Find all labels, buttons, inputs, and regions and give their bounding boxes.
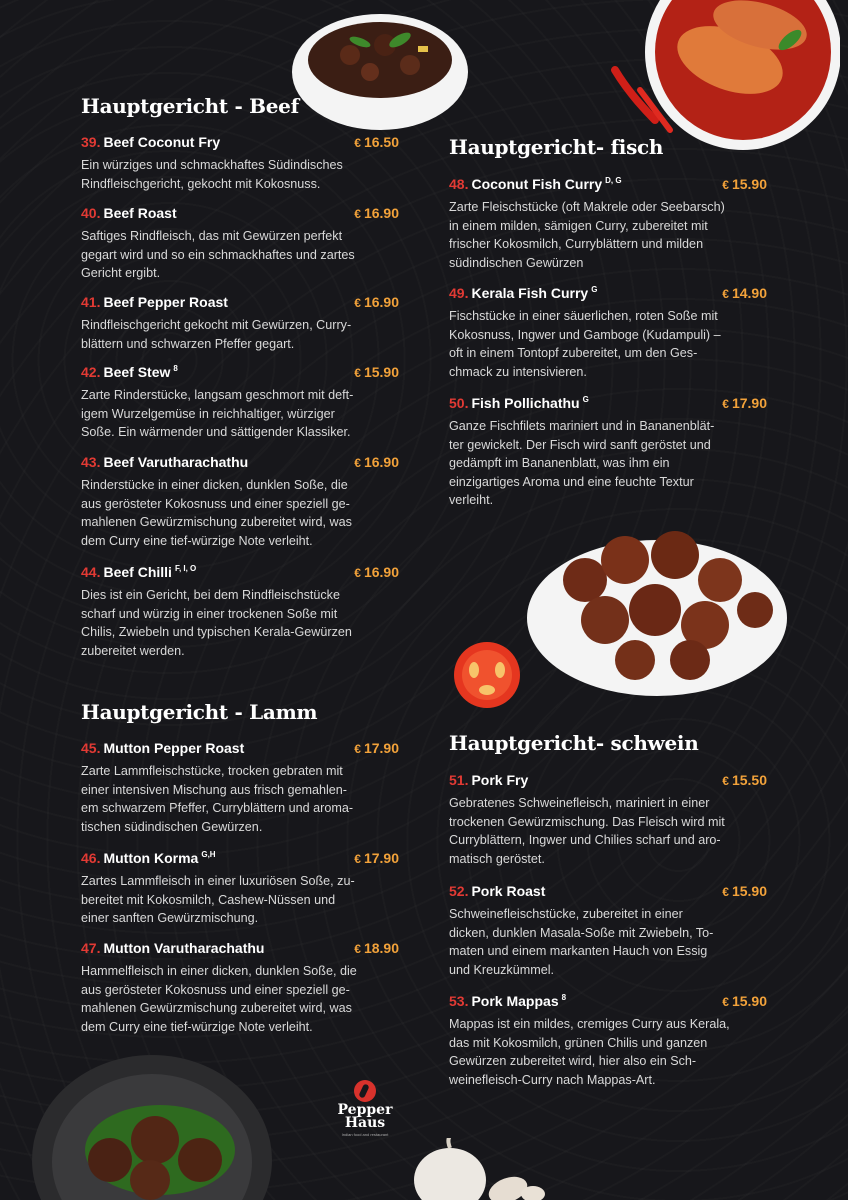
item-number: 45. <box>81 740 101 756</box>
brand-name-line2: Haus <box>344 1115 386 1131</box>
item-name: 39. Beef Coconut Fry <box>81 134 221 150</box>
item-price: € 16.90 <box>354 454 399 470</box>
brand-logo <box>330 1080 400 1137</box>
pork-fry-image <box>525 510 790 700</box>
section-beef <box>81 94 401 674</box>
menu-item <box>81 205 399 283</box>
item-description: Saftiges Rindfleisch, das mit Gewürzen perfekt gegart wird und so ein schmackhaftes und zartes Gericht ergibt. <box>81 229 355 281</box>
allergen-codes: G <box>591 285 598 295</box>
item-description: Gebratenes Schweinefleisch, mariniert in einer trockenen Gewürzmischung. Das Fleisch wird mit Curryblättern, Ingwer und Chilies scharf und aro- matisch geröstet. <box>449 796 725 866</box>
item-number: 52. <box>449 883 469 899</box>
menu-item <box>81 850 399 928</box>
menu-item <box>81 564 399 660</box>
item-description: Zarte Lammfleischstücke, trocken gebraten mit einer intensiven Mischung aus frisch gemahlen- em schwarzem Pfeffer, Curryblättern und aroma- tischen südindischen Gewürzen. <box>81 764 354 834</box>
item-price: € 15.50 <box>722 772 767 788</box>
item-number: 47. <box>81 940 101 956</box>
item-name: 46. Mutton Korma $^{G,H}$ <box>81 850 216 866</box>
item-price: € 18.90 <box>354 940 399 956</box>
item-description: Zarte Rinderstücke, langsam geschmort mit deft- igem Wurzelgemüse in reichhaltiger, würziger Soße. Ein wärmender und sättigender Klassiker. <box>81 388 354 440</box>
section-lamm <box>81 700 401 1040</box>
item-name: 44. Beef Chilli $^{F, I, O}$ <box>81 564 197 580</box>
menu-item <box>81 454 399 550</box>
item-name: 50. Fish Pollichathu $^G$ <box>449 395 589 411</box>
item-description: Ein würziges und schmackhaftes Südindisches Rindfleischgericht, gekocht mit Kokosnuss. <box>81 158 343 191</box>
menu-item <box>449 285 767 381</box>
item-price: € 14.90 <box>722 285 767 301</box>
item-description: Schweinefleischstücke, zubereitet in einer dicken, dunklen Masala-Soße mit Zwiebeln, To- maten und einem markanten Hauch von Essig und Kreuzkümmel. <box>449 907 714 977</box>
menu-item <box>449 883 767 979</box>
item-name: 49. Kerala Fish Curry $^G$ <box>449 285 598 301</box>
menu-item <box>81 294 399 353</box>
item-price: € 15.90 <box>722 176 767 192</box>
section-title: Hauptgericht - Lamm <box>81 700 318 724</box>
item-number: 41. <box>81 294 101 310</box>
item-description: Hammelfleisch in einer dicken, dunklen Soße, die aus gerösteter Kokosnuss und einer speziell ge- mahlenen Gewürzmischung zubereitet wird, was dem Curry eine tief-würzige Note verleiht. <box>81 964 357 1034</box>
allergen-codes: 8 <box>173 364 178 374</box>
item-price: € 15.90 <box>722 883 767 899</box>
item-description: Zartes Lammfleisch in einer luxuriösen Soße, zu- bereitet mit Kokosmilch, Cashew-Nüssen und einer sanften Gewürzmischung. <box>81 874 355 926</box>
item-number: 39. <box>81 134 101 150</box>
menu-item <box>449 772 767 868</box>
item-number: 44. <box>81 564 101 580</box>
item-number: 51. <box>449 772 469 788</box>
garlic-image <box>408 1138 548 1200</box>
item-name: 53. Pork Mappas $^8$ <box>449 993 567 1009</box>
section-schwein <box>449 731 769 1101</box>
item-number: 46. <box>81 850 101 866</box>
menu-item <box>449 176 767 272</box>
menu-item <box>81 940 399 1036</box>
mutton-dish-image <box>30 1050 275 1200</box>
allergen-codes: D, G <box>605 176 622 186</box>
item-number: 53. <box>449 993 469 1009</box>
allergen-codes: G,H <box>201 850 216 860</box>
item-name: 42. Beef Stew $^8$ <box>81 364 178 380</box>
menu-item <box>449 395 767 510</box>
item-price: € 17.90 <box>354 740 399 756</box>
allergen-codes: G <box>582 395 589 405</box>
allergen-codes: F, I, O <box>174 564 197 574</box>
item-price: € 15.90 <box>722 993 767 1009</box>
item-description: Ganze Fischfilets mariniert und in Bananenblät- ter gewickelt. Der Fisch wird sanft geröstet und gedämpft im Bananenblatt, was ihm ein einzigartiges Aroma und eine feuchte Textur verleiht. <box>449 419 715 508</box>
item-description: Zarte Fleischstücke (oft Makrele oder Seebarsch) in einem milden, sämigen Curry, zubereitet mit frischer Kokosmilch, Curryblättern und milden südindischen Gewürzen <box>449 200 725 270</box>
item-price: € 17.90 <box>722 395 767 411</box>
menu-item <box>81 740 399 836</box>
section-title: Hauptgericht- fisch <box>449 135 664 159</box>
item-name: 52. Pork Roast <box>449 883 546 899</box>
section-title: Hauptgericht- schwein <box>449 731 699 755</box>
item-number: 48. <box>449 176 469 192</box>
item-description: Fischstücke in einer säuerlichen, roten Soße mit Kokosnuss, Ingwer und Gamboge (Kudampuli) – oft in einem Tontopf zubereitet, um den Ges- chmack zu intensivieren. <box>449 309 721 379</box>
item-price: € 16.90 <box>354 564 399 580</box>
menu-item <box>449 993 767 1089</box>
item-description: Dies ist ein Gericht, bei dem Rindfleischstücke scharf und würzig in einer trockenen Soße mit Chilis, Zwiebeln und typischen Kerala-Gewürzen zubereitet werden. <box>81 588 352 658</box>
item-price: € 16.90 <box>354 205 399 221</box>
pepper-icon <box>354 1080 376 1102</box>
allergen-codes: 8 <box>561 993 567 1003</box>
item-name: 45. Mutton Pepper Roast <box>81 740 245 756</box>
brand-name-line1: Pepper <box>337 1102 393 1118</box>
item-description: Mappas ist ein mildes, cremiges Curry aus Kerala, das mit Kokosmilch, grünen Chilis und ganzen Gewürzen zubereitet wird, hier also ein Sch- weinefleisch-Curry nach Mappas-Art. <box>449 1017 730 1087</box>
item-price: € 17.90 <box>354 850 399 866</box>
item-name: 40. Beef Roast <box>81 205 177 221</box>
menu-item <box>81 364 399 442</box>
item-name: 43. Beef Varutharachathu <box>81 454 249 470</box>
tomato-image <box>452 640 522 710</box>
brand-tagline: Indian food and restaurant <box>341 1132 389 1137</box>
item-name: 51. Pork Fry <box>449 772 529 788</box>
item-price: € 16.50 <box>354 134 399 150</box>
item-price: € 15.90 <box>354 364 399 380</box>
item-name: 41. Beef Pepper Roast <box>81 294 228 310</box>
item-name: 48. Coconut Fish Curry $^{D, G}$ <box>449 176 622 192</box>
item-name: 47. Mutton Varutharachathu <box>81 940 265 956</box>
item-number: 43. <box>81 454 101 470</box>
item-description: Rindfleischgericht gekocht mit Gewürzen, Curry- blättern und schwarzen Pfeffer gegart. <box>81 318 352 351</box>
section-fisch <box>449 135 769 515</box>
menu-item <box>81 134 399 193</box>
item-number: 50. <box>449 395 469 411</box>
section-title: Hauptgericht - Beef <box>81 94 299 118</box>
item-number: 49. <box>449 285 469 301</box>
item-number: 40. <box>81 205 101 221</box>
item-description: Rinderstücke in einer dicken, dunklen Soße, die aus gerösteter Kokosnuss und einer speziell ge- mahlenen Gewürzmischung zubereitet wird, was dem Curry eine tief-würzige Note verleiht. <box>81 478 352 548</box>
item-price: € 16.90 <box>354 294 399 310</box>
item-number: 42. <box>81 364 101 380</box>
